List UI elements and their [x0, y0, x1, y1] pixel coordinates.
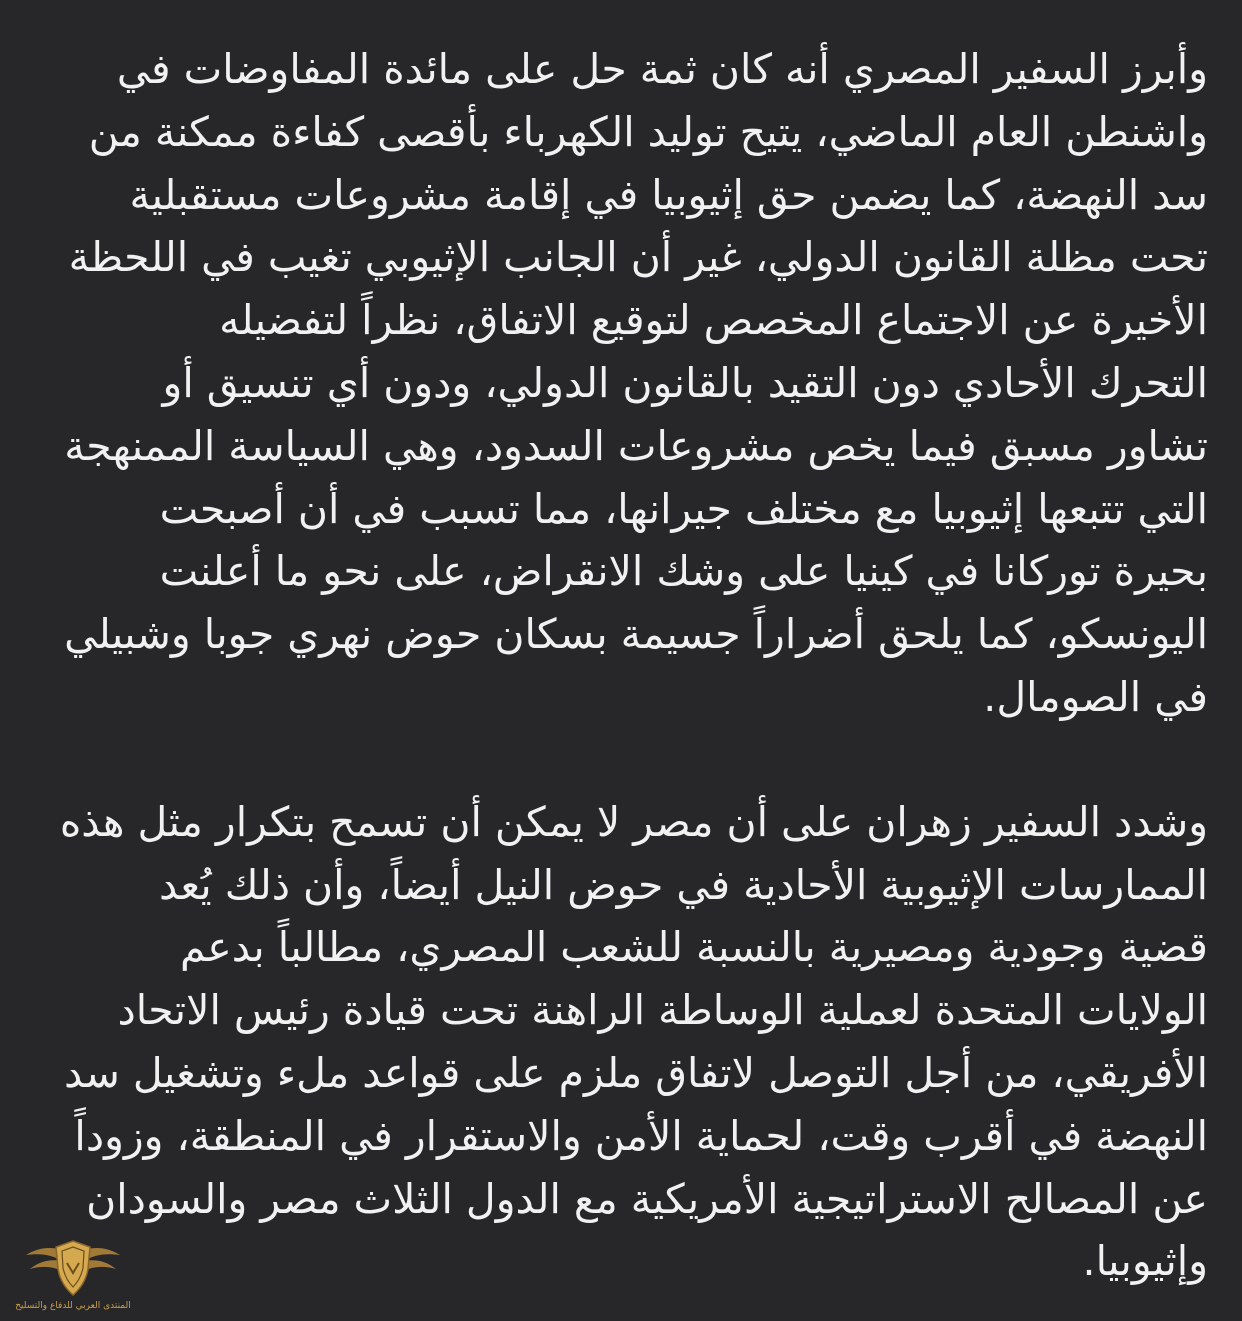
- text-line: اليونسكو، كما يلحق أضراراً جسيمة بسكان حوض نهري جوبا وشبيلي: [64, 610, 1208, 659]
- text-line: تشاور مسبق فيما يخص مشروعات السدود، وهي السياسة الممنهجة: [64, 421, 1208, 470]
- text-line: وأبرز السفير المصري أنه كان ثمة حل على مائدة المفاوضات في: [116, 45, 1208, 93]
- text-line: وشدد السفير زهران على أن مصر لا يمكن أن تسمح بتكرار مثل هذه: [59, 797, 1208, 846]
- paragraph-2: [30, 791, 1208, 1293]
- text-line: النهضة في أقرب وقت، لحماية الأمن والاستقرار في المنطقة، وزوداً: [74, 1111, 1208, 1160]
- text-line: قضية وجودية ومصيرية بالنسبة للشعب المصري، مطالباً بدعم: [179, 923, 1208, 972]
- text-line: واشنطن العام الماضي، يتيح توليد الكهرباء بأقصى كفاءة ممكنة من: [88, 107, 1208, 156]
- article-body: [30, 38, 1208, 1293]
- text-line: التحرك الأحادي دون التقيد بالقانون الدولي، ودون أي تنسيق أو: [162, 358, 1208, 407]
- text-line: وإثيوبيا.: [1082, 1237, 1208, 1286]
- text-line: عن المصالح الاستراتيجية الأمريكية مع الدول الثلاث مصر والسودان: [86, 1174, 1208, 1223]
- watermark: [4, 1235, 142, 1319]
- text-line: الولايات المتحدة لعملية الوساطة الراهنة تحت قيادة رئيس الاتحاد: [117, 986, 1208, 1035]
- text-line: تحت مظلة القانون الدولي، غير أن الجانب الإثيوبي تغيب في اللحظة: [68, 233, 1208, 282]
- shield-wings-logo-icon: [18, 1235, 128, 1299]
- text-line: في الصومال.: [983, 672, 1208, 721]
- text-line: سد النهضة، كما يضمن حق إثيوبيا في إقامة مشروعات مستقبلية: [129, 170, 1208, 219]
- text-line: بحيرة توركانا في كينيا على وشك الانقراض، على نحو ما أعلنت: [159, 547, 1208, 596]
- text-line: التي تتبعها إثيوبيا مع مختلف جيرانها، مما تسبب في أن أصبحت: [159, 484, 1208, 533]
- text-line: الممارسات الإثيوبية الأحادية في حوض النيل أيضاً، وأن ذلك يُعد: [158, 860, 1208, 909]
- watermark-text: المنتدى العربي للدفاع والتسليح: [15, 1301, 131, 1311]
- text-line: الأفريقي، من أجل التوصل لاتفاق ملزم على قواعد ملء وتشغيل سد: [63, 1048, 1208, 1097]
- text-line: الأخيرة عن الاجتماع المخصص لتوقيع الاتفاق، نظراً لتفضيله: [219, 296, 1208, 345]
- paragraph-1: [30, 38, 1208, 729]
